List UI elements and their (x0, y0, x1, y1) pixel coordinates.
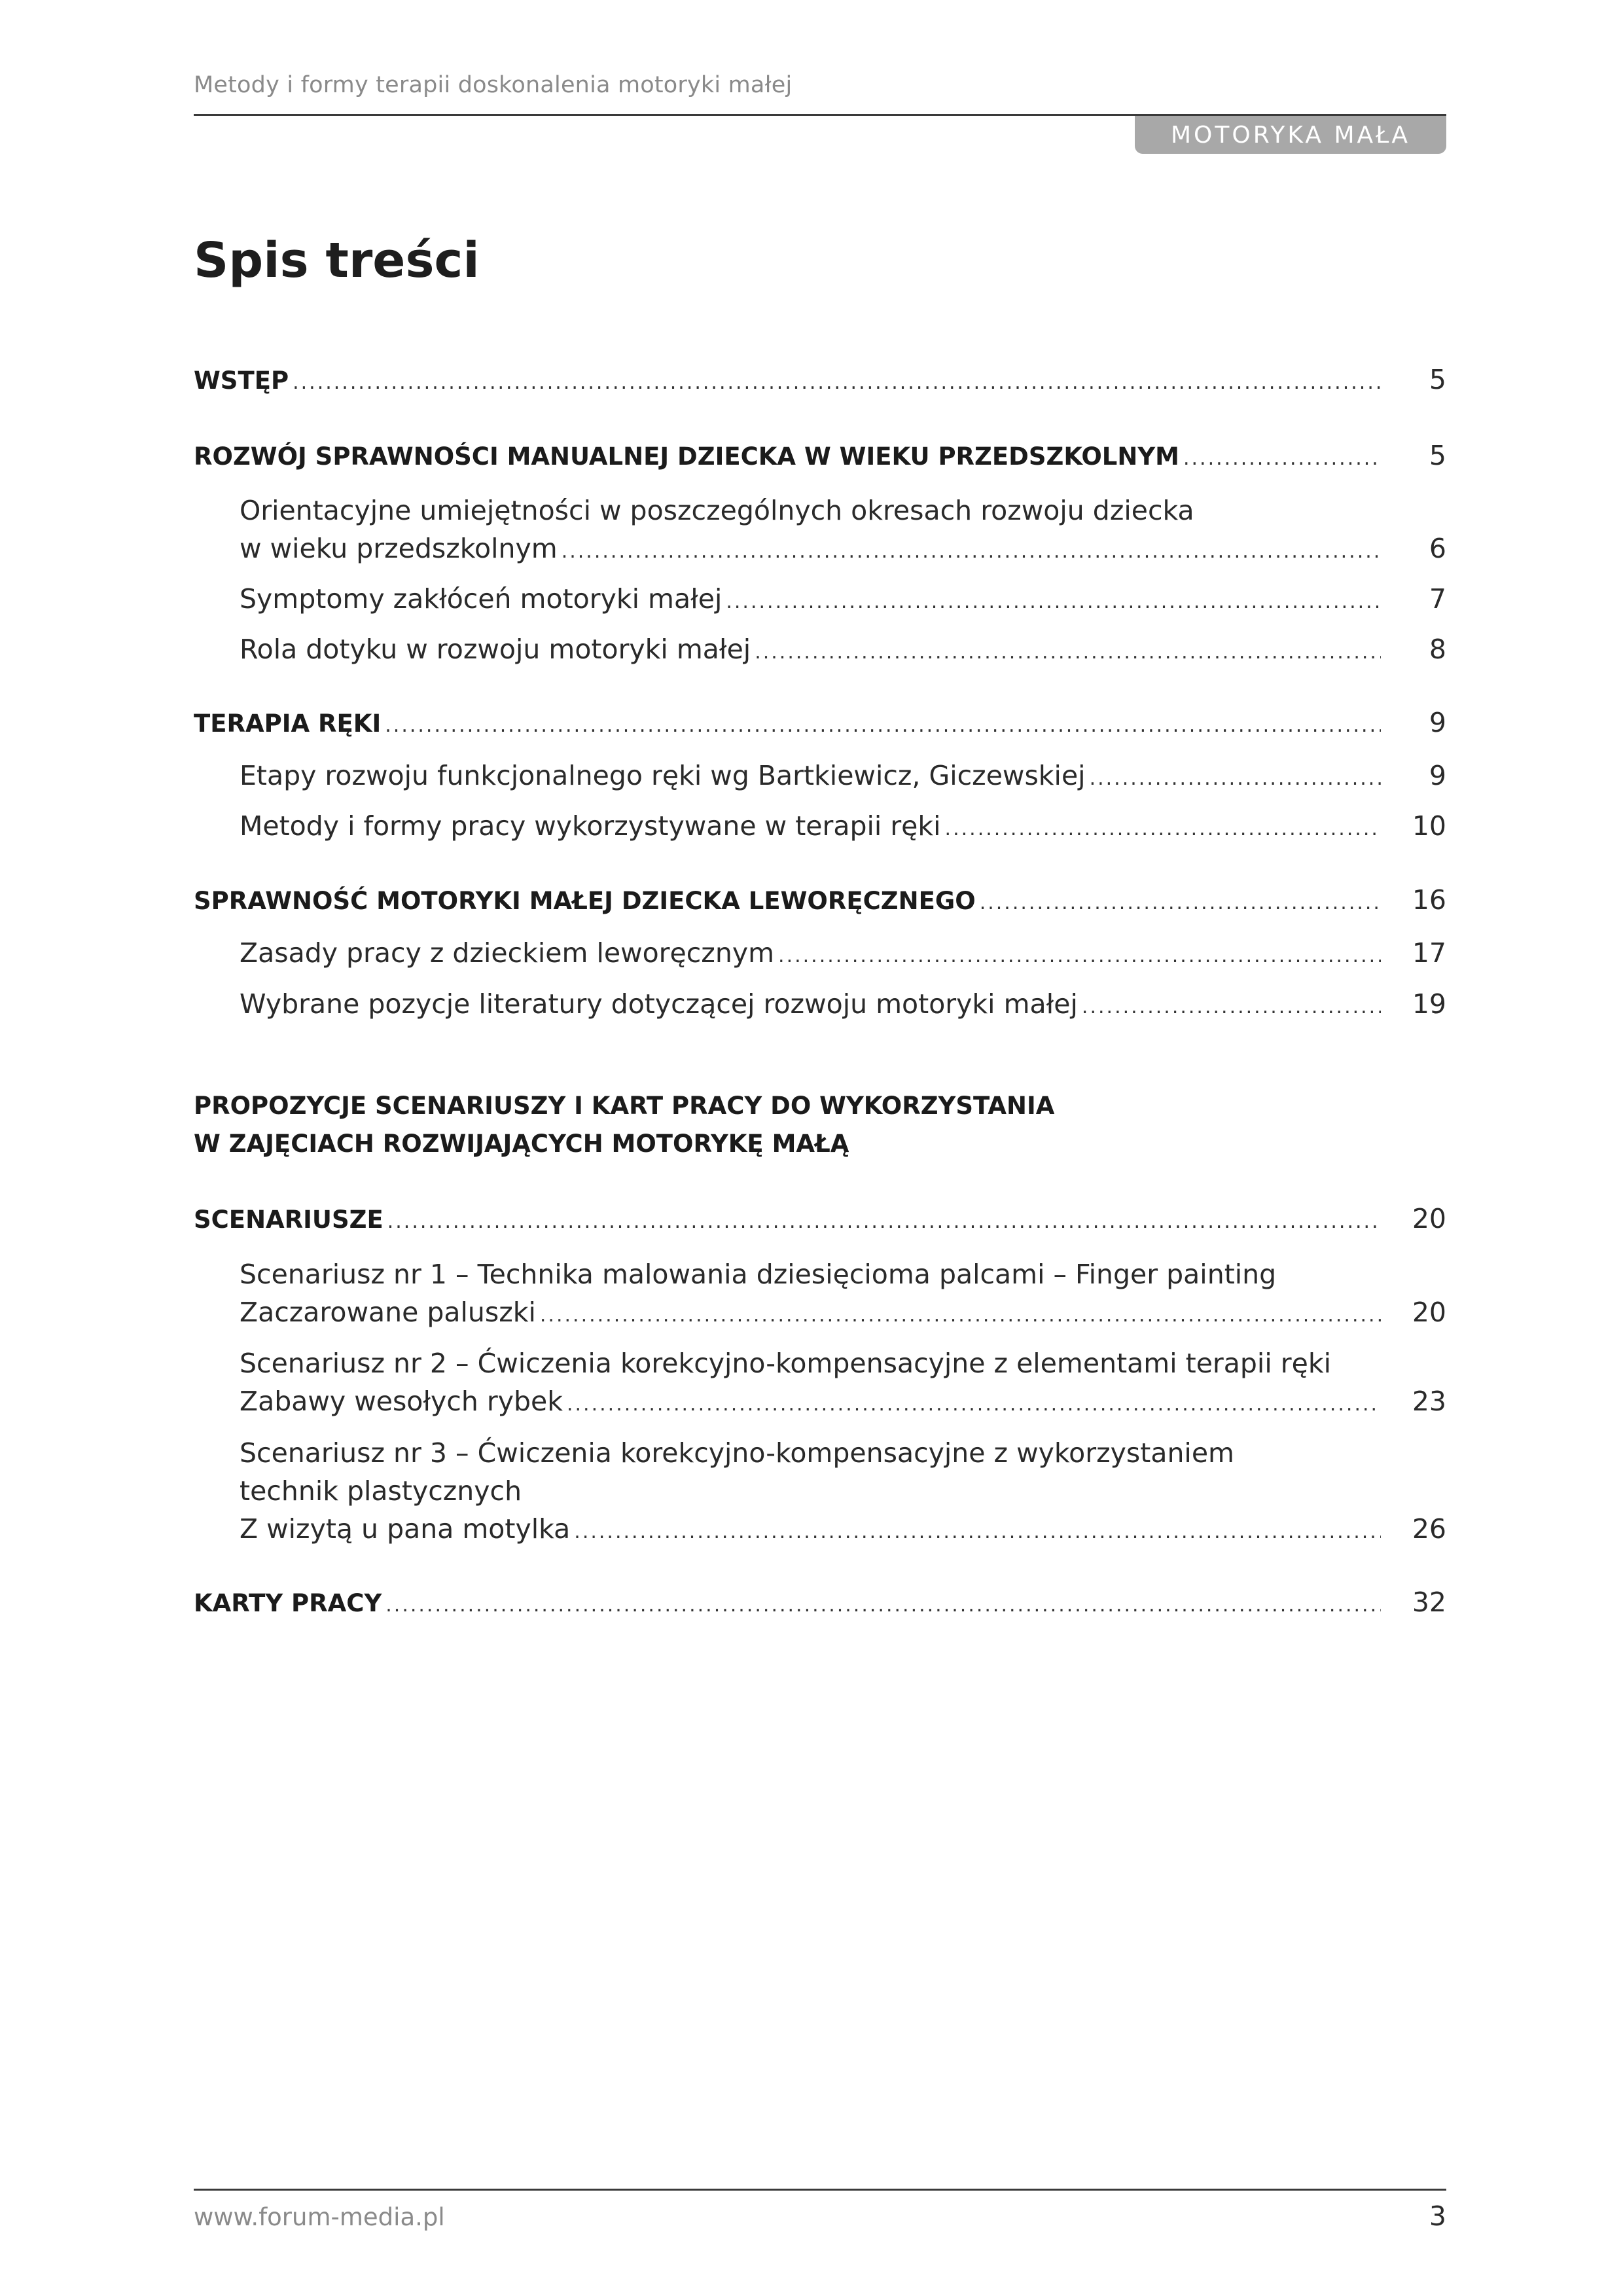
toc-entry-zasady[interactable] (240, 933, 1446, 973)
toc-entry-rola[interactable] (240, 630, 1446, 669)
toc-entry-label: Zasady pracy z dzieckiem leworęcznym (240, 937, 775, 969)
toc-entry-scen3-line2: technik plastycznych (240, 1475, 522, 1507)
toc-entry-label: Etapy rozwoju funkcjonalnego ręki wg Bartkiewicz, Giczewskiej (240, 760, 1086, 791)
page-title: Spis treści (194, 232, 480, 289)
toc-leader (385, 1586, 1381, 1625)
toc-entry-metody[interactable] (240, 806, 1446, 846)
toc-leader (574, 1513, 1381, 1552)
toc-leader (567, 1385, 1381, 1424)
toc-entry-orient-line1: Orientacyjne umiejętności w poszczególnych okresach rozwoju dziecka (240, 495, 1194, 526)
toc-entry-page: 20 (1412, 1203, 1446, 1234)
toc-leader (293, 363, 1381, 403)
footer-page-number: 3 (1429, 2200, 1446, 2232)
toc-entry-page: 20 (1412, 1297, 1446, 1328)
running-head: Metody i formy terapii doskonalenia motoryki małej (194, 72, 793, 98)
toc-entry-scenariusze[interactable] (194, 1199, 1446, 1238)
toc-entry-page: 7 (1429, 583, 1446, 615)
toc-entry-label: Rola dotyku w rozwoju motoryki małej (240, 634, 751, 665)
toc-entry-label: TERAPIA RĘKI (194, 709, 382, 738)
toc-entry-page: 17 (1412, 937, 1446, 969)
footer-rule (194, 2189, 1446, 2191)
toc-entry-wybrane[interactable] (240, 984, 1446, 1024)
toc-leader (540, 1296, 1381, 1335)
toc-entry-label: Zaczarowane paluszki (240, 1297, 536, 1328)
toc-entry-page: 16 (1412, 884, 1446, 916)
toc-entry-karty[interactable] (194, 1583, 1446, 1622)
toc-leader (945, 810, 1381, 849)
toc-leader (385, 706, 1381, 745)
toc-entry-page: 8 (1429, 634, 1446, 665)
toc-entry-scen1[interactable] (240, 1293, 1446, 1332)
toc-entry-label: Metody i formy pracy wykorzystywane w terapii ręki (240, 810, 941, 842)
toc-entry-page: 5 (1429, 440, 1446, 471)
toc-entry-page: 5 (1429, 364, 1446, 395)
toc-entry-sprawnosc[interactable] (194, 880, 1446, 920)
toc-leader (778, 937, 1381, 976)
toc-entry-wstep[interactable] (194, 360, 1446, 399)
toc-entry-page: 26 (1412, 1513, 1446, 1545)
toc-entry-page: 9 (1429, 760, 1446, 791)
toc-entry-etapy[interactable] (240, 756, 1446, 795)
toc-entry-label: WSTĘP (194, 367, 289, 395)
section-tab: MOTORYKA MAŁA (1135, 116, 1446, 154)
toc-group-heading-line2: W ZAJĘCIACH ROZWIJAJĄCYCH MOTORYKĘ MAŁĄ (194, 1130, 849, 1158)
toc-entry-scen3[interactable] (240, 1509, 1446, 1549)
toc-leader (755, 633, 1381, 672)
toc-leader (980, 884, 1381, 923)
toc-entry-page: 9 (1429, 707, 1446, 738)
toc-entry-label: KARTY PRACY (194, 1589, 382, 1617)
toc-leader (726, 583, 1381, 622)
toc-entry-page: 19 (1412, 988, 1446, 1020)
toc-entry-page: 32 (1412, 1587, 1446, 1618)
toc-leader (387, 1202, 1381, 1242)
toc-entry-symptomy[interactable] (240, 579, 1446, 619)
toc-entry-label: SCENARIUSZE (194, 1206, 383, 1234)
toc-entry-label: Zabawy wesołych rybek (240, 1386, 563, 1417)
toc-entry-label: ROZWÓJ SPRAWNOŚCI MANUALNEJ DZIECKA W WIEKU PRZEDSZKOLNYM (194, 442, 1179, 471)
toc-entry-page: 23 (1412, 1386, 1446, 1417)
toc-entry-label: w wieku przedszkolnym (240, 533, 558, 564)
toc-entry-label: SPRAWNOŚĆ MOTORYKI MAŁEJ DZIECKA LEWORĘCZNEGO (194, 887, 976, 915)
toc-entry-scen1-line1: Scenariusz nr 1 – Technika malowania dziesięcioma palcami – Finger painting (240, 1259, 1277, 1290)
toc-entry-orient[interactable] (240, 529, 1446, 568)
toc-entry-page: 10 (1412, 810, 1446, 842)
toc-entry-scen2[interactable] (240, 1382, 1446, 1421)
toc-entry-label: Symptomy zakłóceń motoryki małej (240, 583, 722, 615)
toc-entry-label: Wybrane pozycje literatury dotyczącej rozwoju motoryki małej (240, 988, 1078, 1020)
toc-leader (1082, 988, 1381, 1027)
toc-entry-scen3-line1: Scenariusz nr 3 – Ćwiczenia korekcyjno-kompensacyjne z wykorzystaniem (240, 1437, 1234, 1469)
toc-entry-rozwoj[interactable] (194, 436, 1446, 475)
toc-leader (562, 532, 1381, 571)
footer-url[interactable]: www.forum-media.pl (194, 2203, 445, 2231)
toc-leader (1090, 759, 1381, 798)
toc-entry-page: 6 (1429, 533, 1446, 564)
toc-entry-scen2-line1: Scenariusz nr 2 – Ćwiczenia korekcyjno-kompensacyjne z elementami terapii ręki (240, 1348, 1331, 1379)
toc-leader (1183, 439, 1381, 478)
toc-entry-label: Z wizytą u pana motylka (240, 1513, 571, 1545)
toc-group-heading-line1: PROPOZYCJE SCENARIUSZY I KART PRACY DO WYKORZYSTANIA (194, 1092, 1055, 1120)
toc-entry-terapia[interactable] (194, 703, 1446, 742)
